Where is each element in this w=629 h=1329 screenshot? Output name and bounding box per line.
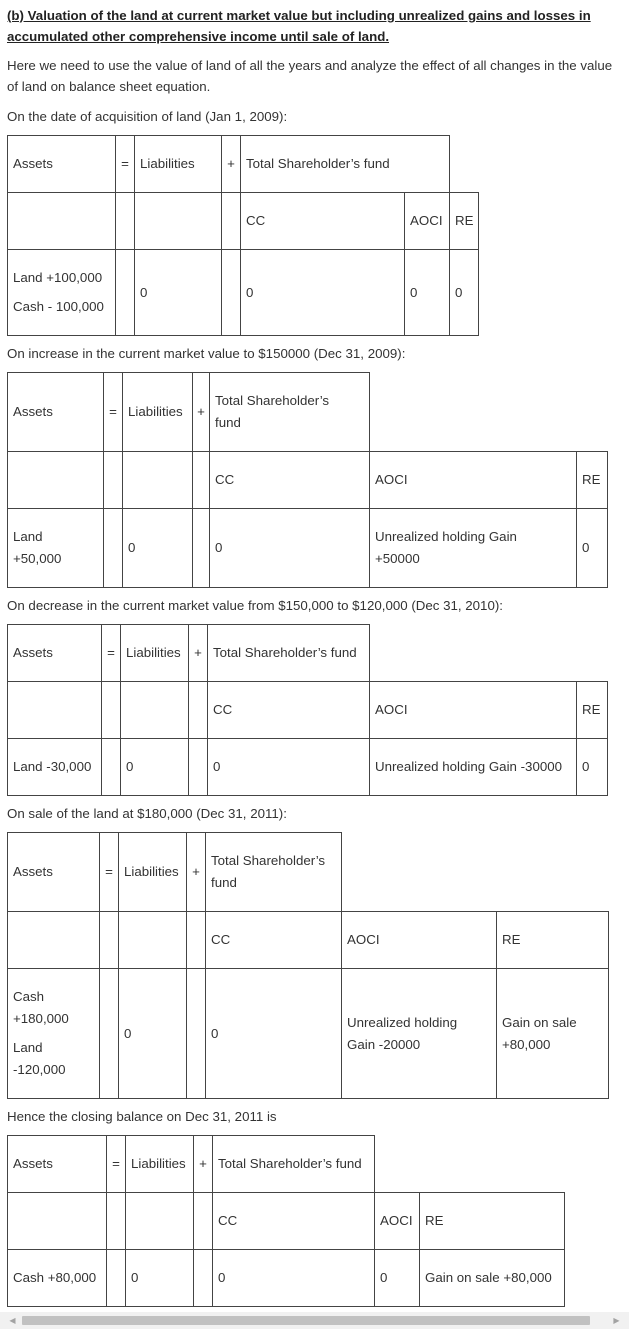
cell-cc: 0 xyxy=(241,250,405,336)
cell-aoci: 0 xyxy=(405,250,450,336)
cell-cc: 0 xyxy=(213,1250,375,1307)
header-liabilities: Liabilities xyxy=(126,1136,194,1193)
cell-liabilities: 0 xyxy=(123,509,193,588)
cell-cc: 0 xyxy=(208,739,370,796)
intro-paragraph: Here we need to use the value of land of all the years and analyze the effect of all changes in the value of land on balance sheet equation. xyxy=(7,58,613,94)
cell-liabilities: 0 xyxy=(135,250,222,336)
header-aoci: AOCI xyxy=(370,452,577,509)
caption-acquisition: On the date of acquisition of land (Jan 1, 2009): xyxy=(7,109,288,124)
caption-sale: On sale of the land at $180,000 (Dec 31, 2011): xyxy=(7,806,287,821)
cell-assets: Land +100,000 Cash - 100,000 xyxy=(8,250,116,336)
header-total-shareholders-fund: Total Shareholder’s fund xyxy=(241,136,450,193)
header-total-shareholders-fund: Total Shareholder’s fund xyxy=(213,1136,375,1193)
caption-closing: Hence the closing balance on Dec 31, 2011 is xyxy=(7,1109,277,1124)
cell-aoci: Unrealized holding Gain -20000 xyxy=(342,969,497,1099)
table-acquisition xyxy=(7,135,479,336)
header-liabilities: Liabilities xyxy=(135,136,222,193)
table-increase xyxy=(7,372,608,588)
header-cc: CC xyxy=(208,682,370,739)
header-assets: Assets xyxy=(8,136,116,193)
header-assets: Assets xyxy=(8,833,100,912)
cell-re: Gain on sale +80,000 xyxy=(497,969,609,1099)
cell-cc: 0 xyxy=(210,509,370,588)
header-assets: Assets xyxy=(8,373,104,452)
cell-assets: Cash +180,000 Land -120,000 xyxy=(8,969,100,1099)
plus-sign: + xyxy=(222,136,241,193)
header-total-shareholders-fund: Total Shareholder’s fund xyxy=(206,833,342,912)
header-re: RE xyxy=(450,193,479,250)
plus-sign: + xyxy=(187,833,206,912)
header-liabilities: Liabilities xyxy=(119,833,187,912)
cell-re: 0 xyxy=(450,250,479,336)
cell-cc: 0 xyxy=(206,969,342,1099)
cell-liabilities: 0 xyxy=(119,969,187,1099)
header-cc: CC xyxy=(241,193,405,250)
header-total-shareholders-fund: Total Shareholder’s fund xyxy=(210,373,370,452)
equals-sign: = xyxy=(107,1136,126,1193)
cell-aoci: Unrealized holding Gain +50000 xyxy=(370,509,577,588)
header-re: RE xyxy=(577,452,608,509)
cell-assets: Land +50,000 xyxy=(8,509,104,588)
cell-re: 0 xyxy=(577,739,608,796)
cell-re: Gain on sale +80,000 xyxy=(420,1250,565,1307)
scroll-right-icon[interactable]: ▶ xyxy=(613,1316,620,1325)
cell-assets: Cash +80,000 xyxy=(8,1250,107,1307)
equals-sign: = xyxy=(100,833,119,912)
equals-sign: = xyxy=(102,625,121,682)
table-decrease xyxy=(7,624,608,796)
header-liabilities: Liabilities xyxy=(123,373,193,452)
caption-increase: On increase in the current market value to $150000 (Dec 31, 2009): xyxy=(7,346,406,361)
section-heading: (b) Valuation of the land at current market value but including unrealized gains and losses in accumulated other comprehensive income until sale of land. xyxy=(7,8,591,44)
cell-assets: Land -30,000 xyxy=(8,739,102,796)
cell-liabilities: 0 xyxy=(126,1250,194,1307)
plus-sign: + xyxy=(193,373,210,452)
header-aoci: AOCI xyxy=(375,1193,420,1250)
table-closing xyxy=(7,1135,565,1307)
header-assets: Assets xyxy=(8,1136,107,1193)
header-aoci: AOCI xyxy=(342,912,497,969)
cell-aoci: 0 xyxy=(375,1250,420,1307)
header-re: RE xyxy=(577,682,608,739)
header-total-shareholders-fund: Total Shareholder’s fund xyxy=(208,625,370,682)
header-assets: Assets xyxy=(8,625,102,682)
table-sale xyxy=(7,832,609,1099)
plus-sign: + xyxy=(189,625,208,682)
equals-sign: = xyxy=(116,136,135,193)
header-aoci: AOCI xyxy=(405,193,450,250)
caption-decrease: On decrease in the current market value from $150,000 to $120,000 (Dec 31, 2010): xyxy=(7,598,503,613)
header-re: RE xyxy=(497,912,609,969)
cell-liabilities: 0 xyxy=(121,739,189,796)
cell-re: 0 xyxy=(577,509,608,588)
header-aoci: AOCI xyxy=(370,682,577,739)
header-liabilities: Liabilities xyxy=(121,625,189,682)
header-cc: CC xyxy=(213,1193,375,1250)
horizontal-scrollbar[interactable] xyxy=(0,1312,629,1329)
header-cc: CC xyxy=(210,452,370,509)
scrollbar-thumb[interactable] xyxy=(22,1316,590,1325)
header-cc: CC xyxy=(206,912,342,969)
header-re: RE xyxy=(420,1193,565,1250)
cell-aoci: Unrealized holding Gain -30000 xyxy=(370,739,577,796)
equals-sign: = xyxy=(104,373,123,452)
scroll-left-icon[interactable]: ◀ xyxy=(9,1316,16,1325)
plus-sign: + xyxy=(194,1136,213,1193)
